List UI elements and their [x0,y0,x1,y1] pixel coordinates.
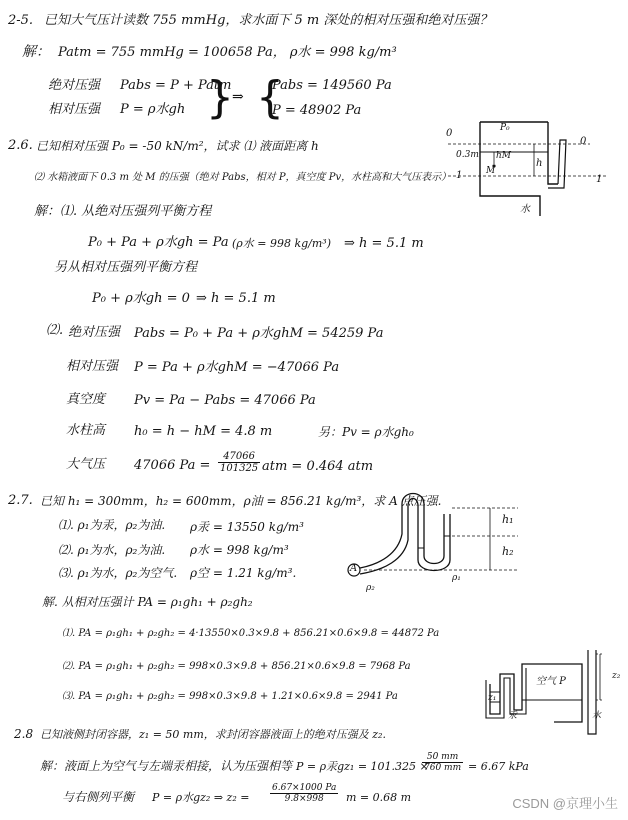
figure-2-7-label-h2: h₂ [502,545,514,558]
figure-2-6-label-h: h [536,158,543,169]
problem-2-8-eq1-result: = 6.67 kPa [468,760,529,773]
problem-2-6-alt-head: 另从相对压强列平衡方程 [54,260,198,275]
problem-2-6-eq1: P₀ + Pa + ρ水gh = Pa [88,235,229,250]
right-brace: } [206,72,234,123]
problem-2-6-eq2-result: ⇒ h = 5.1 m [196,291,276,306]
problem-2-7-number: 2.7. [8,493,33,508]
figure-2-8-label-water: 水 [592,711,602,721]
figure-2-7-label-a: A [350,563,358,574]
problem-2-6-number: 2.6. [8,138,33,153]
figure-2-6-label-m: M [486,166,496,176]
problem-2-8-eq1-fraction [422,752,463,773]
problem-2-6-col-label: 水柱高 [66,423,106,438]
problem-2-8-eq2: P = ρ水gz₂ ⇒ z₂ = [152,791,250,804]
problem-2-5-abs-label: 绝对压强 [48,78,101,93]
figure-2-6-label-water: 水 [520,204,530,215]
problem-2-6-rel-label: 相对压强 [66,359,119,374]
figure-2-7-label-rho1: ρ₁ [452,573,461,583]
figure-2-8-label-z1: z₁ [488,693,497,703]
problem-2-6-vac-label: 真空度 [66,392,106,407]
figure-2-6-label-0-left: 0 [446,128,453,139]
problem-2-8-eq2-result: m = 0.68 m [346,791,412,804]
problem-2-7-case-1-value: ρ汞 = 13550 kg/m³ [190,520,304,534]
problem-2-7-case-2: ⑵. ρ₁为水，ρ₂为油. [58,543,166,557]
problem-2-5-rel-formula: P = ρ水gh [120,102,186,117]
problem-2-5-rel-label: 相对压强 [48,102,101,117]
problem-2-8-question: 已知液侧封闭容器，z₁ = 50 mm，求封闭容器液面上的绝对压强及 z₂. [40,728,386,741]
problem-2-5-arrow: ⇒ [232,89,244,105]
problem-2-5-solve: 解： [22,44,50,60]
problem-2-6-col-eq: h₀ = h − hM = 4.8 m [134,424,273,439]
left-brace: { [256,72,284,123]
problem-2-5-abs-formula: Pabs = P + Patm [120,78,232,93]
problem-2-5-abs-result: Pabs = 149560 Pa [272,78,392,93]
problem-2-8-eq2-numerator: 6.67×1000 Pa [272,783,337,793]
figure-2-8-label-z2: z₂ [612,671,621,681]
problem-2-7-given: 已知 h₁ = 300mm，h₂ = 600mm，ρ油 = 856.21 kg/m³，求 A 点压强. [40,494,442,508]
problem-2-7-result-1: ⑴. PA = ρ₁gh₁ + ρ₂gh₂ = 4·13550×0.3×9.8 + 856.21×0.6×9.8 = 44872 Pa [62,628,440,639]
problem-2-8-eq2-denominator: 9.8×998 [284,794,324,804]
problem-2-7-solution-head: 解. 从相对压强计 PA = ρ₁gh₁ + ρ₂gh₂ [42,595,253,609]
problem-2-8-solution-head: 解：液面上为空气与左端汞相接，认为压强相等 [40,759,293,773]
problem-2-6-rel-eq: P = Pa + ρ水ghM = −47066 Pa [134,360,340,375]
figure-2-7-label-h1: h₁ [502,513,514,526]
problem-2-6-sol2-head: ⑵. [46,323,64,338]
problem-2-6-sol1-head: 解：⑴. 从绝对压强列平衡方程 [34,204,212,219]
figure-2-6-label-1-left: 1 [456,170,463,181]
figure-2-8-label-air: 空气 P [536,676,566,687]
problem-2-6-atm-denominator: 101325 [220,463,259,474]
problem-2-6-atm-label: 大气压 [66,457,106,472]
problem-2-6-atm-value: 47066 Pa = [134,458,211,473]
problem-2-8-eq1: P = ρ汞gz₁ = 101.325 × [296,760,429,773]
watermark: CSDN @京理小生 [512,796,618,811]
figure-2-8-closed-vessel [484,644,604,754]
problem-2-6-atm-numerator: 47066 [218,451,260,463]
figure-2-6-label-1-right: 1 [596,174,603,185]
problem-2-8-eq2-head: 与右侧列平衡 [62,790,135,804]
problem-2-8-eq1-denominator: 760 mm [424,763,462,773]
problem-2-6-eq1-note: (ρ水 = 998 kg/m³) [232,237,332,250]
figure-2-8-label-hg: 汞 [508,711,518,721]
figure-2-7-label-rho2: ρ₂ [366,583,375,593]
figure-2-6-label-p0: P₀ [500,123,510,133]
problem-2-7-case-3: ⑶. ρ₁为水，ρ₂为空气. [58,566,178,580]
problem-2-8-number: 2.8 [14,727,34,741]
figure-2-6-label-hm: hM [496,151,512,161]
problem-2-7-result-2: ⑵. PA = ρ₁gh₁ + ρ₂gh₂ = 998×0.3×9.8 + 856.21×0.6×9.8 = 7968 Pa [62,661,411,672]
problem-2-8-eq2-fraction [270,783,338,804]
problem-2-5-number: 2-5. [8,13,34,28]
problem-2-6-question-2: ⑵ 水箱液面下 0.3 m 处 M 的压强（绝对 Pabs，相对 P，真空度 Pv，水柱高和大气压表示） [34,172,452,183]
problem-2-6-vac-eq: Pv = Pa − Pabs = 47066 Pa [134,393,316,408]
problem-2-6-eq1-result: ⇒ h = 5.1 m [344,236,424,251]
problem-2-6-atm-fraction [218,451,260,474]
problem-2-7-case-2-value: ρ水 = 998 kg/m³ [190,543,289,557]
figure-2-6-label-0-3m: 0.3m [456,150,479,160]
problem-2-6-atm-result: atm = 0.464 atm [262,459,374,474]
problem-2-5-question: 已知大气压计读数 755 mmHg，求水面下 5 m 深处的相对压强和绝对压强？ [44,13,493,28]
problem-2-7-case-3-value: ρ空 = 1.21 kg/m³. [190,566,297,580]
problem-2-7-result-3: ⑶. PA = ρ₁gh₁ + ρ₂gh₂ = 998×0.3×9.8 + 1.21×0.6×9.8 = 2941 Pa [62,691,398,702]
problem-2-6-abs-eq: Pabs = P₀ + Pa + ρ水ghM = 54259 Pa [134,326,384,341]
problem-2-7-case-1: ⑴. ρ₁为汞，ρ₂为油. [58,518,166,532]
problem-2-8-eq1-numerator: 50 mm [422,752,463,763]
problem-2-6-abs-label: 绝对压强 [68,325,121,340]
problem-2-6-col-note: 另：Pv = ρ水gh₀ [318,425,414,439]
figure-2-6-label-0-right: 0 [580,136,587,147]
problem-2-6-eq2: P₀ + ρ水gh = 0 [92,291,190,306]
problem-2-5-rel-result: P = 48902 Pa [272,103,362,118]
problem-2-6-question: 已知相对压强 P₀ = -50 kN/m²，试求 ⑴ 液面距离 h [36,139,319,153]
problem-2-5-given: Patm = 755 mmHg = 100658 Pa， ρ水 = 998 kg/m³ [58,45,397,60]
